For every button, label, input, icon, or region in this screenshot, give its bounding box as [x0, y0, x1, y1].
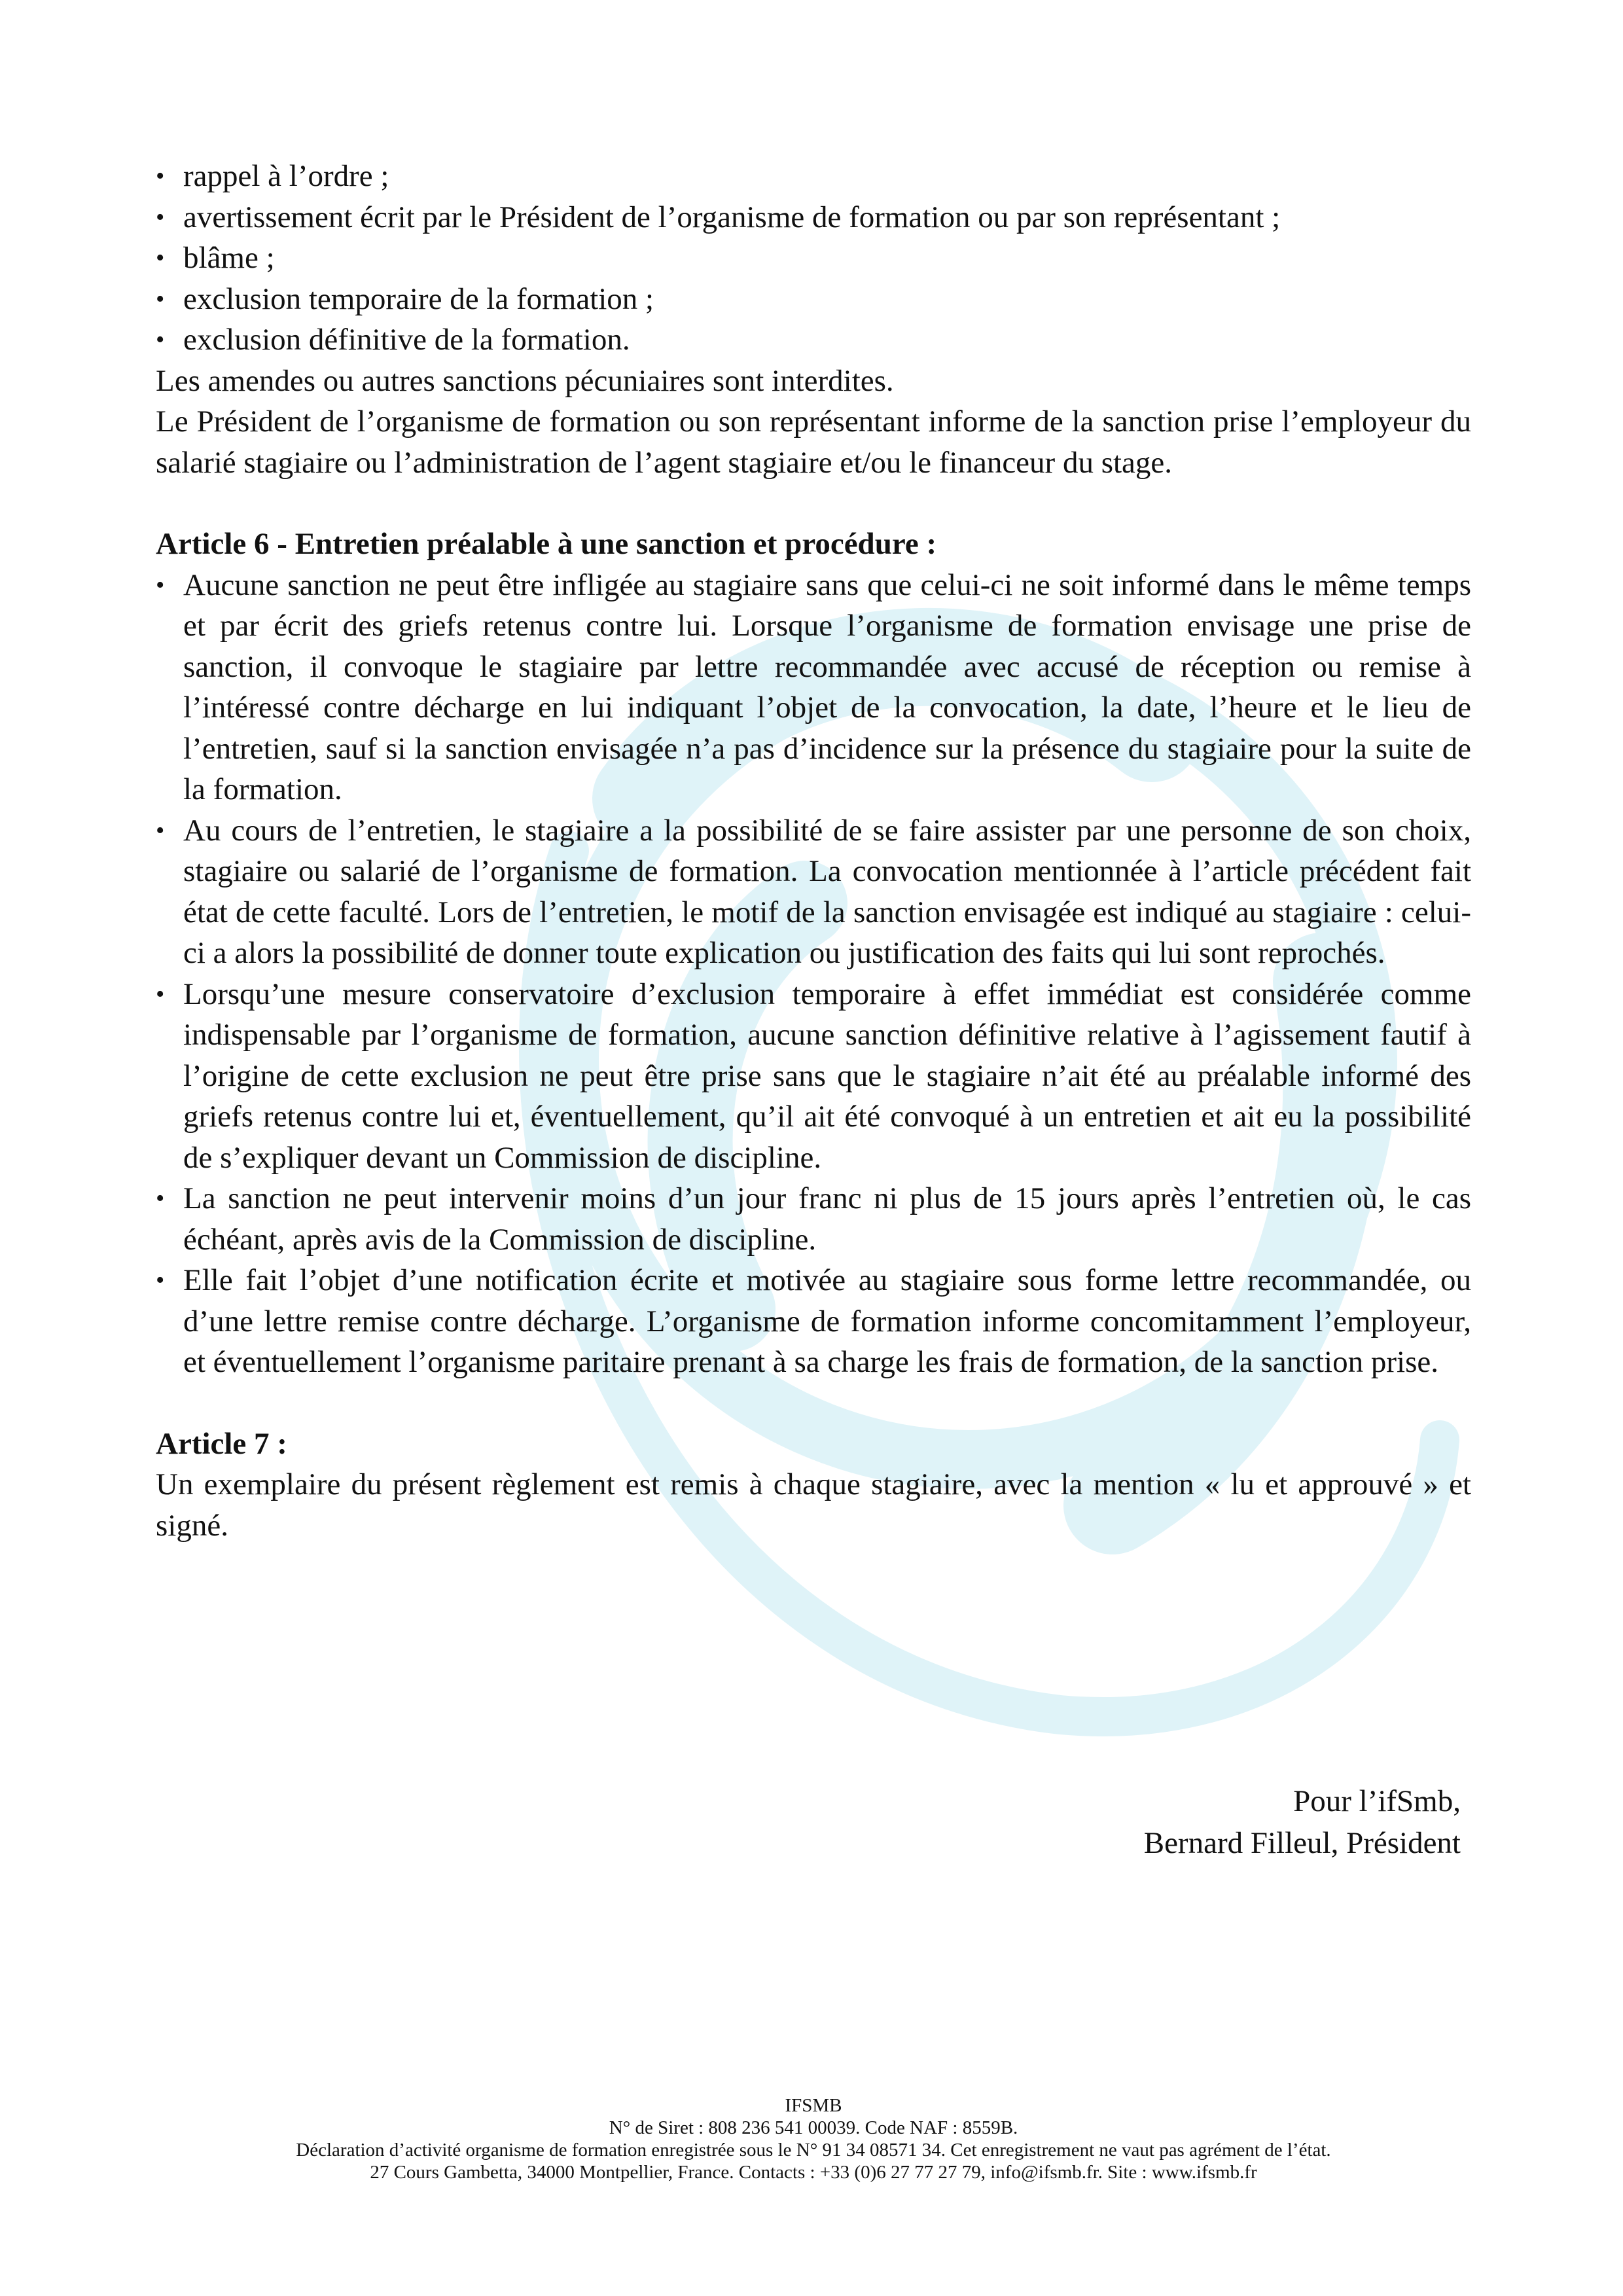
bullet-icon: •: [156, 162, 165, 190]
footer-contact: 27 Cours Gambetta, 34000 Montpellier, France. Contacts : +33 (0)6 27 77 27 79, info@ifsmb.fr. Site : www.ifsmb.fr: [370, 2162, 1257, 2183]
footer-siret: N° de Siret : 808 236 541 00039. Code NAF : 8559B.: [609, 2117, 1018, 2138]
list-item-text: Lorsqu’une mesure conservatoire d’exclusion temporaire à effet immédiat est considérée comme indispensable par l’organisme de formation, aucune sanction définitive relative à l’agissement fautif à l’origine de cette exclusion ne peut être prise sans que le stagiaire n’ait été au préalable informé des griefs retenus contre lui et, éventuellement, qu’il ait été convoqué à un entretien et ait eu la possibilité de s’expliquer devant un Commission de discipline.: [183, 977, 1471, 1175]
section-spacer: [156, 1383, 1471, 1424]
bullet-icon: •: [156, 326, 165, 353]
list-item: [156, 156, 1471, 197]
bullet-icon: •: [156, 1266, 165, 1294]
footer-org: IFSMB: [785, 2095, 842, 2116]
bullet-icon: •: [156, 571, 165, 599]
signature-line-org: Pour l’ifSmb,: [1293, 1784, 1461, 1818]
signature-line-name: Bernard Filleul, Président: [1143, 1826, 1461, 1860]
list-item-text: exclusion temporaire de la formation ;: [183, 281, 654, 316]
list-item: [156, 974, 1471, 1179]
article-7-text: Un exemplaire du présent règlement est remis à chaque stagiaire, avec la mention « lu et approuvé » et signé.: [156, 1467, 1471, 1543]
list-item-text: La sanction ne peut intervenir moins d’un jour franc ni plus de 15 jours après l’entretien où, le cas échéant, après avis de la Commission de discipline.: [183, 1181, 1471, 1257]
bullet-icon: •: [156, 285, 165, 313]
list-item: [156, 279, 1471, 320]
list-item-text: Elle fait l’objet d’une notification écrite et motivée au stagiaire sous forme lettre recommandée, ou d’une lettre remise contre décharge. L’organisme de formation informe concomitamment l’employeur, et éventuellement l’organisme paritaire prenant à sa charge les frais de formation, de la sanction prise.: [183, 1263, 1471, 1379]
page-footer: [156, 2094, 1471, 2183]
sanctions-note: Les amendes ou autres sanctions pécuniaires sont interdites.: [156, 363, 894, 398]
sanctions-inform-paragraph: Le Président de l’organisme de formation ou son représentant informe de la sanction prise l’employeur du salarié stagiaire ou l’administration de l’agent stagiaire et/ou le financeur du stage.: [156, 404, 1471, 480]
list-item-text: rappel à l’ordre ;: [183, 159, 389, 193]
bullet-icon: •: [156, 980, 165, 1008]
list-item-text: avertissement écrit par le Président de l’organisme de formation ou par son représentant ;: [183, 200, 1281, 234]
list-item-text: Aucune sanction ne peut être infligée au stagiaire sans que celui-ci ne soit informé dans le même temps et par écrit des griefs retenus contre lui. Lorsque l’organisme de formation envisage une prise de sanction, il convoque le stagiaire par lettre recommandée avec accusé de réception ou remise à l’intéressé contre décharge en lui indiquant l’objet de la convocation, la date, l’heure et le lieu de l’entretien, sauf si la sanction envisagée n’a pas d’incidence sur la présence du stagiaire pour la suite de la formation.: [183, 567, 1471, 806]
list-item-text: exclusion définitive de la formation.: [183, 323, 630, 357]
sanctions-list: [156, 156, 1471, 361]
bullet-icon: •: [156, 203, 165, 231]
bullet-icon: •: [156, 1185, 165, 1212]
section-spacer: [156, 483, 1471, 524]
article-6-list: [156, 565, 1471, 1383]
footer-declaration: Déclaration d’activité organisme de formation enregistrée sous le N° 91 34 08571 34. Cet enregistrement ne vaut pas agrément de l’état.: [296, 2140, 1331, 2161]
list-item-text: blâme ;: [183, 241, 275, 275]
bullet-icon: •: [156, 244, 165, 272]
list-item-text: Au cours de l’entretien, le stagiaire a la possibilité de se faire assister par une personne de son choix, stagiaire ou salarié de l’organisme de formation. La convocation mentionnée à l’article précédent fait état de cette faculté. Lors de l’entretien, le motif de la sanction envisagée est indiqué au stagiaire : celui-ci a alors la possibilité de donner toute explication ou justification des faits qui lui sont reprochés.: [183, 813, 1471, 970]
signature-block: [1144, 1780, 1461, 1864]
list-item: [156, 197, 1471, 238]
list-item: [156, 1260, 1471, 1383]
list-item: [156, 238, 1471, 279]
list-item: [156, 1178, 1471, 1260]
document-body: [156, 156, 1471, 1546]
bullet-icon: •: [156, 816, 165, 844]
list-item: [156, 810, 1471, 974]
list-item: [156, 319, 1471, 361]
article-7-heading: Article 7 :: [156, 1426, 287, 1461]
list-item: [156, 565, 1471, 810]
article-6-heading: Article 6 - Entretien préalable à une sanction et procédure :: [156, 527, 937, 561]
